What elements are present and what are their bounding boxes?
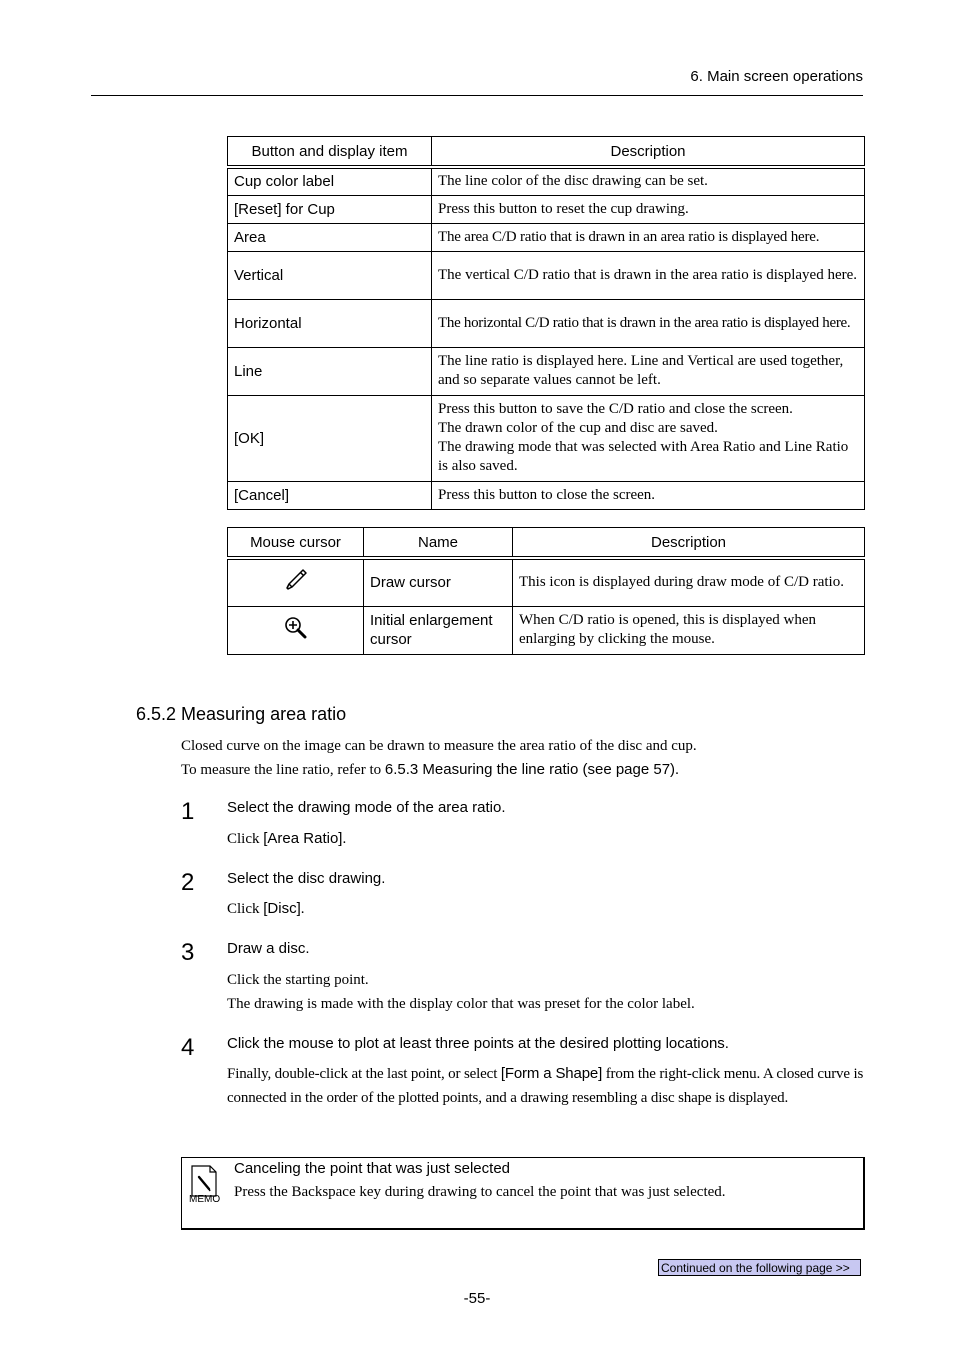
item-description: Press this button to close the screen. (432, 481, 865, 509)
section-intro (181, 734, 871, 782)
table-row (228, 606, 865, 654)
item-description (432, 395, 865, 481)
cursor-description: This icon is displayed during draw mode of C/D ratio. (513, 558, 865, 606)
step-number: 3 (181, 939, 195, 966)
intro-line: Closed curve on the image can be drawn to measure the area ratio of the disc and cup. (181, 738, 697, 754)
running-header: 6. Main screen operations (690, 68, 863, 85)
step-title: Select the disc drawing. (227, 870, 386, 887)
item-label: Vertical (228, 251, 432, 299)
description-line: The drawn color of the cup and disc are saved. (438, 420, 718, 436)
item-label: [Cancel] (228, 481, 432, 509)
step-body (227, 827, 867, 851)
item-description: The area C/D ratio that is drawn in an area ratio is displayed here. (432, 223, 865, 251)
step-number: 4 (181, 1034, 195, 1061)
table-row (228, 251, 865, 299)
ui-reference: [Area Ratio] (263, 830, 343, 847)
item-description: The line ratio is displayed here. Line and Vertical are used together, and so separate values cannot be left. (432, 347, 865, 395)
step-text: Click (227, 901, 264, 917)
table-row (228, 195, 865, 223)
description-line: The drawing mode that was selected with Area Ratio and Line Ratio is also saved. (438, 439, 849, 474)
table2-header-cursor: Mouse cursor (228, 528, 364, 559)
step-body (227, 968, 867, 1016)
table-row (228, 167, 865, 195)
memo-title: Canceling the point that was just selected (234, 1160, 510, 1177)
table2-header-name: Name (364, 528, 513, 559)
step-text: Click (227, 831, 264, 847)
table-row (228, 347, 865, 395)
item-label: Cup color label (228, 167, 432, 195)
cross-reference-link[interactable]: 6.5.3 Measuring the line ratio (see page 57) (384, 761, 676, 778)
pencil-icon (284, 568, 308, 592)
item-label: [Reset] for Cup (228, 195, 432, 223)
item-description: The vertical C/D ratio that is drawn in the area ratio is displayed here. (432, 251, 865, 299)
table-row (228, 223, 865, 251)
memo-text: Press the Backspace key during drawing to cancel the point that was just selected. (234, 1184, 726, 1200)
intro-text: . (675, 762, 679, 778)
step-text: from the right-click menu. A closed curve is connected in the order of the plotted points, and a drawing resembling a disc shape is displayed. (227, 1066, 864, 1106)
ui-reference: [Form a Shape] (500, 1065, 603, 1082)
item-label: Area (228, 223, 432, 251)
step-text: Click the starting point. (227, 972, 369, 988)
step-title: Select the drawing mode of the area ratio. (227, 799, 506, 816)
cursor-description: When C/D ratio is opened, this is displayed when enlarging by clicking the mouse. (513, 606, 865, 654)
item-description: The horizontal C/D ratio that is drawn in the area ratio is displayed here. (432, 299, 865, 347)
table-row (228, 558, 865, 606)
item-description: Press this button to reset the cup drawing. (432, 195, 865, 223)
step-number: 1 (181, 798, 195, 825)
table-row (228, 299, 865, 347)
table1-header-description: Description (432, 137, 865, 168)
table-row (228, 395, 865, 481)
cursor-cell (228, 606, 364, 654)
item-label: Horizontal (228, 299, 432, 347)
step-title: Draw a disc. (227, 940, 310, 957)
item-label: Line (228, 347, 432, 395)
step-text: The drawing is made with the display color that was preset for the color label. (227, 996, 695, 1012)
intro-text: To measure the line ratio, refer to (181, 762, 385, 778)
step-title: Click the mouse to plot at least three points at the desired plotting locations. (227, 1035, 729, 1052)
zoom-in-icon (284, 616, 308, 640)
section-title: 6.5.2 Measuring area ratio (136, 704, 347, 724)
step-body (227, 897, 867, 921)
header-rule (91, 95, 863, 96)
ui-reference: [Disc] (263, 900, 301, 917)
step-text: Finally, double-click at the last point, or select (227, 1066, 501, 1082)
step-number: 2 (181, 869, 195, 896)
step-text: . (342, 831, 347, 847)
table-row (228, 481, 865, 509)
memo-box (181, 1157, 865, 1230)
mouse-cursor-table (227, 527, 865, 655)
intro-line (181, 758, 871, 782)
page-number: -55- (463, 1290, 491, 1307)
cursor-cell (228, 558, 364, 606)
cursor-name: Draw cursor (364, 558, 513, 606)
item-description: The line color of the disc drawing can be set. (432, 167, 865, 195)
table2-header-description: Description (513, 528, 865, 559)
step-text: . (300, 901, 305, 917)
cursor-name: Initial enlargement cursor (364, 606, 513, 654)
continued-link[interactable]: Continued on the following page >> (658, 1259, 861, 1276)
step-body (227, 1062, 867, 1110)
item-label: [OK] (228, 395, 432, 481)
memo-label: MEMO (189, 1194, 221, 1205)
button-description-table (227, 136, 865, 510)
description-line: Press this button to save the C/D ratio and close the screen. (438, 401, 793, 417)
table1-header-item: Button and display item (228, 137, 432, 168)
